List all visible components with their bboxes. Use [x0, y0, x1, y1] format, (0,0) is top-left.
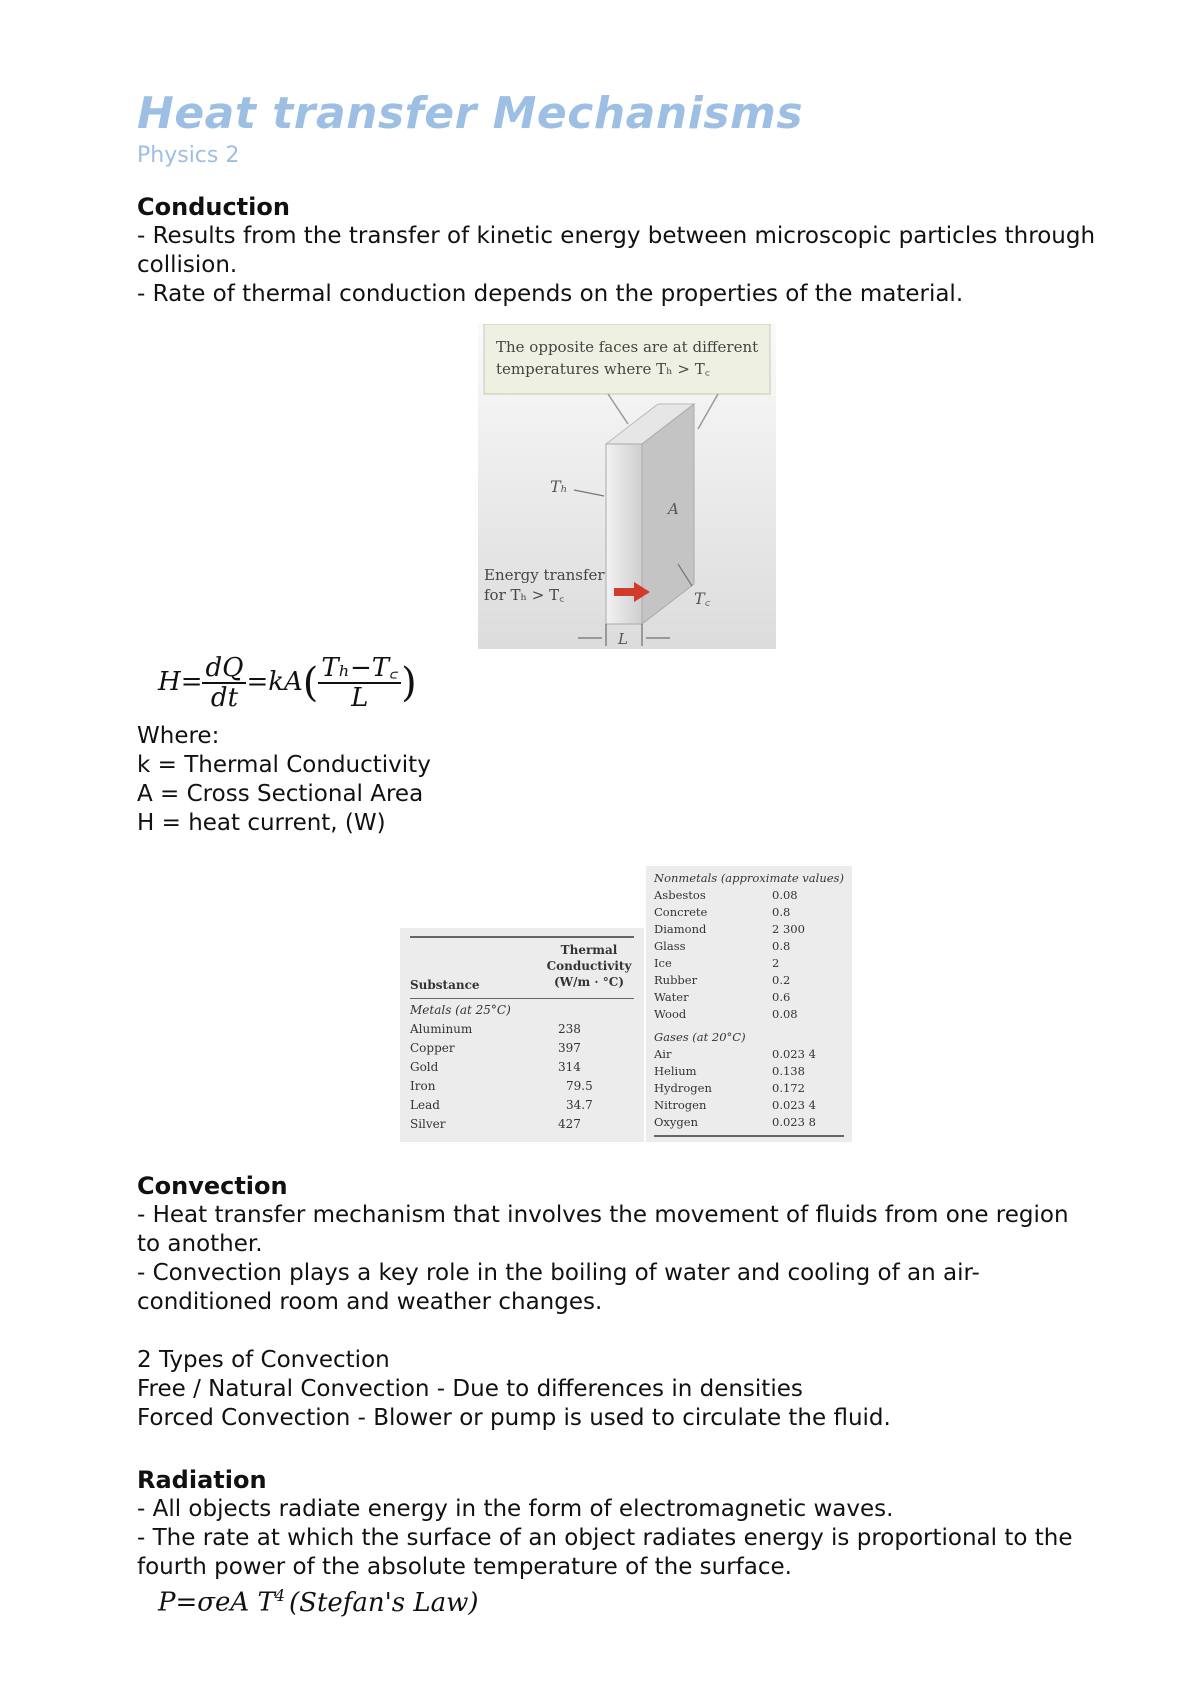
convection-section [137, 1172, 1097, 1433]
substance-value: 0.138 [772, 1064, 805, 1078]
substance-name: Hydrogen [654, 1081, 712, 1095]
definitions-block [137, 722, 431, 838]
formula-ka: kA [268, 667, 303, 697]
substance-name: Concrete [654, 905, 708, 919]
convection-type-free: Free / Natural Convection - Due to differences in densities [137, 1376, 803, 1402]
definition-h: H = heat current, (W) [137, 810, 386, 836]
formula-dt: dt [210, 683, 239, 713]
table-row [654, 904, 844, 921]
substance-value: 397 [558, 1041, 581, 1055]
substance-name: Ice [654, 956, 672, 970]
stefan-formula-law: (Stefan's Law) [288, 1587, 479, 1618]
label-a: A [668, 500, 679, 518]
col-k-line-3: (W/m · °C) [554, 975, 624, 989]
substance-value: 34.7 [566, 1098, 593, 1112]
formula-numerator: Tₕ−T꜀ [318, 654, 401, 684]
table-row [410, 1115, 593, 1134]
table-row [654, 938, 844, 955]
substance-value: 427 [558, 1117, 581, 1131]
substance-value: 238 [558, 1022, 581, 1036]
conductivity-table-nonmetals [646, 866, 852, 1142]
table-rule-bottom [654, 1135, 844, 1137]
gases-heading: Gases (at 20°C) [654, 1030, 746, 1044]
substance-name: Nitrogen [654, 1098, 707, 1112]
table-row [410, 1039, 593, 1058]
table-row [410, 1058, 593, 1077]
table-row [410, 1020, 593, 1039]
formula-paren-close: ) [401, 660, 417, 706]
substance-name: Rubber [654, 973, 698, 987]
substance-name: Helium [654, 1064, 697, 1078]
col-substance: Substance [410, 978, 480, 992]
substance-name: Aluminum [410, 1022, 473, 1036]
substance-name: Iron [410, 1079, 436, 1093]
substance-name: Wood [654, 1007, 687, 1021]
conduction-formula [158, 654, 417, 712]
radiation-heading: Radiation [137, 1466, 267, 1494]
substance-value: 0.172 [772, 1081, 805, 1095]
substance-name: Glass [654, 939, 686, 953]
page-title: Heat transfer Mechanisms [137, 88, 804, 139]
substance-value: 0.023 4 [772, 1098, 816, 1112]
table-header [410, 938, 634, 998]
substance-name: Water [654, 990, 689, 1004]
formula-paren-open: ( [302, 660, 319, 706]
nonmetals-heading: Nonmetals (approximate values) [654, 871, 844, 885]
table-row [654, 972, 844, 989]
col-k-line-1: Thermal [560, 943, 618, 957]
convection-heading: Convection [137, 1172, 288, 1200]
metals-table [410, 1001, 593, 1134]
conductivity-table-metals [400, 928, 644, 1142]
substance-value: 0.08 [772, 888, 798, 902]
stefan-formula [158, 1586, 1097, 1618]
substance-value: 0.023 4 [772, 1047, 816, 1061]
substance-name: Gold [410, 1060, 439, 1074]
substance-value: 0.2 [772, 973, 791, 987]
slab-diagram [478, 324, 776, 649]
definition-a: A = Cross Sectional Area [137, 781, 424, 807]
col-conductivity [544, 942, 634, 990]
substance-name: Asbestos [654, 888, 706, 902]
convection-bullet-1: - Heat transfer mechanism that involves the movement of fluids from one region to another. [137, 1202, 1069, 1257]
table-row [654, 887, 844, 904]
callout-line-2: temperatures where Tₕ > T꜀ [496, 360, 710, 378]
substance-value: 2 [772, 956, 780, 970]
table-row [654, 1097, 844, 1114]
col-k-line-2: Conductivity [546, 959, 632, 973]
radiation-bullet-1: - All objects radiate energy in the form of electromagnetic waves. [137, 1496, 894, 1522]
energy-line-1: Energy transfer [484, 566, 605, 584]
stefan-formula-main: P=σeA T [158, 1587, 275, 1618]
conduction-figure [478, 324, 776, 649]
formula-eq-1: = [180, 667, 203, 697]
substance-name: Oxygen [654, 1115, 698, 1129]
table-row [654, 1006, 844, 1023]
table-rule-header [410, 998, 634, 999]
metals-heading: Metals (at 25°C) [410, 1003, 511, 1017]
table-row [654, 989, 844, 1006]
substance-name: Copper [410, 1041, 455, 1055]
table-row [654, 1046, 844, 1063]
where-label: Where: [137, 723, 220, 749]
energy-line-2: for Tₕ > T꜀ [484, 586, 565, 604]
substance-value: 2 300 [772, 922, 805, 936]
substance-name: Diamond [654, 922, 707, 936]
substance-value: 0.6 [772, 990, 791, 1004]
substance-name: Air [654, 1047, 672, 1061]
document-page [137, 85, 1097, 309]
radiation-section [137, 1466, 1097, 1618]
table-row [654, 1114, 844, 1131]
formula-denominator: L [351, 683, 369, 713]
energy-arrow-shaft [614, 588, 634, 596]
substance-value: 0.8 [772, 939, 791, 953]
formula-temp-frac [318, 654, 401, 712]
conduction-heading: Conduction [137, 193, 290, 221]
table-row [654, 1063, 844, 1080]
formula-dq-dt [202, 654, 246, 712]
label-l: L [618, 630, 628, 648]
convection-type-forced: Forced Convection - Blower or pump is used to circulate the fluid. [137, 1405, 891, 1431]
radiation-bullet-2: - The rate at which the surface of an object radiates energy is proportional to the fourth power of the absolute temperature of the surface. [137, 1525, 1073, 1580]
callout-line-1: The opposite faces are at different [496, 338, 759, 356]
label-th: Tₕ [550, 477, 568, 496]
formula-dq: dQ [202, 654, 246, 684]
substance-name: Lead [410, 1098, 440, 1112]
convection-bullet-2: - Convection plays a key role in the boiling of water and cooling of an air-conditioned room and weather changes. [137, 1260, 980, 1315]
substance-name: Silver [410, 1117, 446, 1131]
stefan-formula-exponent: 4 [274, 1586, 285, 1605]
formula-eq-2: = [246, 667, 269, 697]
conduction-bullet-1: - Results from the transfer of kinetic energy between microscopic particles through collision. [137, 223, 1096, 278]
substance-value: 0.8 [772, 905, 791, 919]
label-tc: T꜀ [694, 589, 711, 608]
table-row [410, 1096, 593, 1115]
table-row [654, 1080, 844, 1097]
page-subtitle: Physics 2 [137, 143, 240, 168]
formula-lhs: H [158, 667, 181, 697]
substance-value: 79.5 [566, 1079, 593, 1093]
convection-types-heading: 2 Types of Convection [137, 1347, 390, 1373]
callout-box [484, 324, 770, 394]
substance-value: 314 [558, 1060, 581, 1074]
table-row [410, 1077, 593, 1096]
nonmetals-table [654, 870, 844, 1131]
substance-value: 0.023 8 [772, 1115, 816, 1129]
table-row [654, 955, 844, 972]
conduction-bullet-2: - Rate of thermal conduction depends on the properties of the material. [137, 281, 964, 307]
definition-k: k = Thermal Conductivity [137, 752, 431, 778]
substance-value: 0.08 [772, 1007, 798, 1021]
table-row [654, 921, 844, 938]
